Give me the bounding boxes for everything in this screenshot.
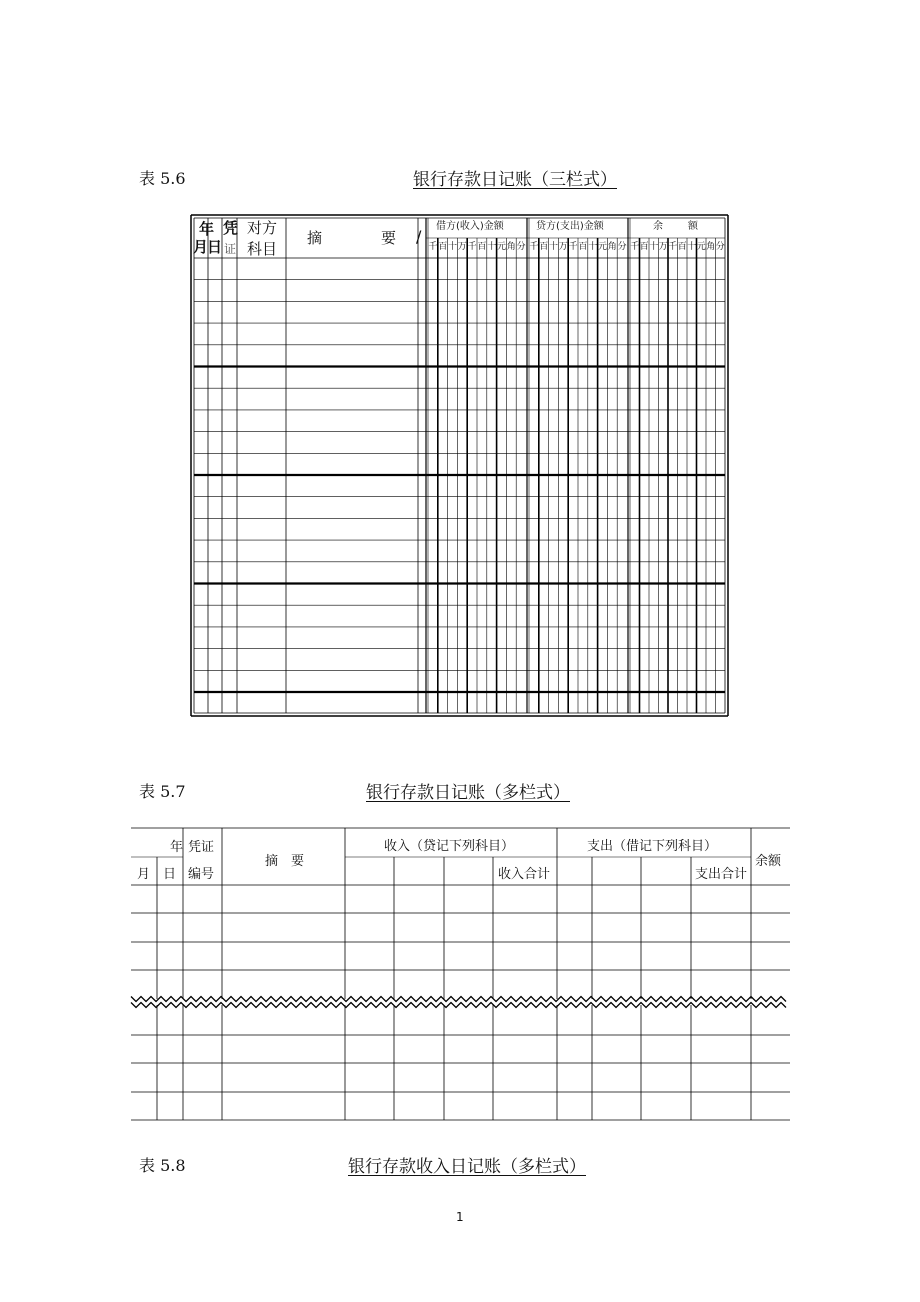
header-credit: 贷方(支出)金额	[536, 221, 604, 232]
table-5-6-title-suffix: （三栏式）	[532, 170, 617, 190]
table-5-6-title-text: 银行存款日记账	[413, 170, 532, 190]
header-summary-a: 摘	[307, 229, 323, 247]
digit-unit-label: 角	[607, 242, 617, 252]
header-year: 年	[170, 840, 184, 855]
header-balance: 余额	[755, 854, 782, 869]
table-5-8-title	[348, 1152, 586, 1177]
break-zigzag-line	[131, 1003, 786, 1008]
digit-unit-label: 十	[588, 242, 598, 252]
header-balance-a: 余	[653, 221, 663, 232]
digit-unit-label: 千	[428, 242, 438, 252]
header-voucher-sub: 证	[224, 242, 237, 256]
table-5-8-caption: 表 5.8	[139, 1156, 186, 1175]
digit-unit-label: 角	[706, 242, 716, 252]
digit-unit-label: 万	[558, 242, 568, 252]
digit-unit-label: 分	[516, 242, 526, 252]
header-check: /	[416, 227, 422, 246]
digit-unit-label: 千	[568, 242, 578, 252]
digit-unit-label: 分	[715, 242, 725, 252]
digit-unit-label: 万	[457, 242, 467, 252]
header-account-1: 对方	[247, 219, 278, 237]
digit-unit-label: 十	[548, 242, 558, 252]
digit-unit-label: 千	[630, 242, 640, 252]
digit-unit-label: 角	[506, 242, 516, 252]
header-day: 日	[163, 867, 177, 882]
header-year: 年	[199, 220, 215, 238]
page-number: 1	[456, 1210, 464, 1224]
digit-unit-label: 元	[696, 242, 706, 252]
digit-unit-label: 百	[477, 242, 487, 252]
header-voucher-1: 凭证	[188, 840, 215, 855]
table-5-7-caption: 表 5.7	[139, 782, 186, 801]
header-voucher-2: 编号	[188, 867, 215, 882]
table-5-7-title-text: 银行存款日记账	[366, 783, 485, 803]
digit-unit-label: 千	[529, 242, 539, 252]
header-debit: 借方(收入)金额	[436, 221, 504, 232]
header-summary: 摘 要	[265, 854, 305, 869]
header-expense: 支出（借记下列科目）	[587, 839, 718, 854]
digit-unit-label: 百	[578, 242, 588, 252]
digit-unit-label: 百	[438, 242, 448, 252]
header-month-day: 月日	[193, 238, 222, 256]
digit-unit-label: 元	[496, 242, 506, 252]
table-5-6-caption: 表 5.6	[139, 169, 186, 188]
digit-unit-label: 元	[597, 242, 607, 252]
digit-unit-label: 分	[617, 242, 627, 252]
header-month: 月	[137, 867, 151, 882]
table-5-7-title-suffix: （多栏式）	[485, 783, 570, 803]
digit-unit-label: 千	[467, 242, 477, 252]
header-voucher: 凭	[223, 219, 239, 237]
digit-unit-label: 十	[687, 242, 697, 252]
digit-unit-label: 万	[658, 242, 668, 252]
header-income: 收入（贷记下列科目）	[384, 839, 515, 854]
digit-unit-label: 千	[668, 242, 678, 252]
table-5-8-title-text: 银行存款收入日记账	[348, 1157, 501, 1177]
header-account-2: 科目	[247, 240, 278, 258]
break-zigzag-line	[131, 997, 786, 1002]
digit-unit-label: 十	[649, 242, 659, 252]
header-expense-total: 支出合计	[695, 867, 748, 882]
digit-unit-label: 十	[447, 242, 457, 252]
digit-unit-label: 百	[677, 242, 687, 252]
digit-unit-label: 百	[539, 242, 549, 252]
digit-unit-label: 百	[639, 242, 649, 252]
header-summary-b: 要	[381, 229, 397, 247]
table-5-8-title-suffix: （多栏式）	[501, 1157, 586, 1177]
digit-unit-label: 十	[487, 242, 497, 252]
header-balance-b: 额	[688, 221, 698, 232]
header-income-total: 收入合计	[498, 867, 551, 882]
